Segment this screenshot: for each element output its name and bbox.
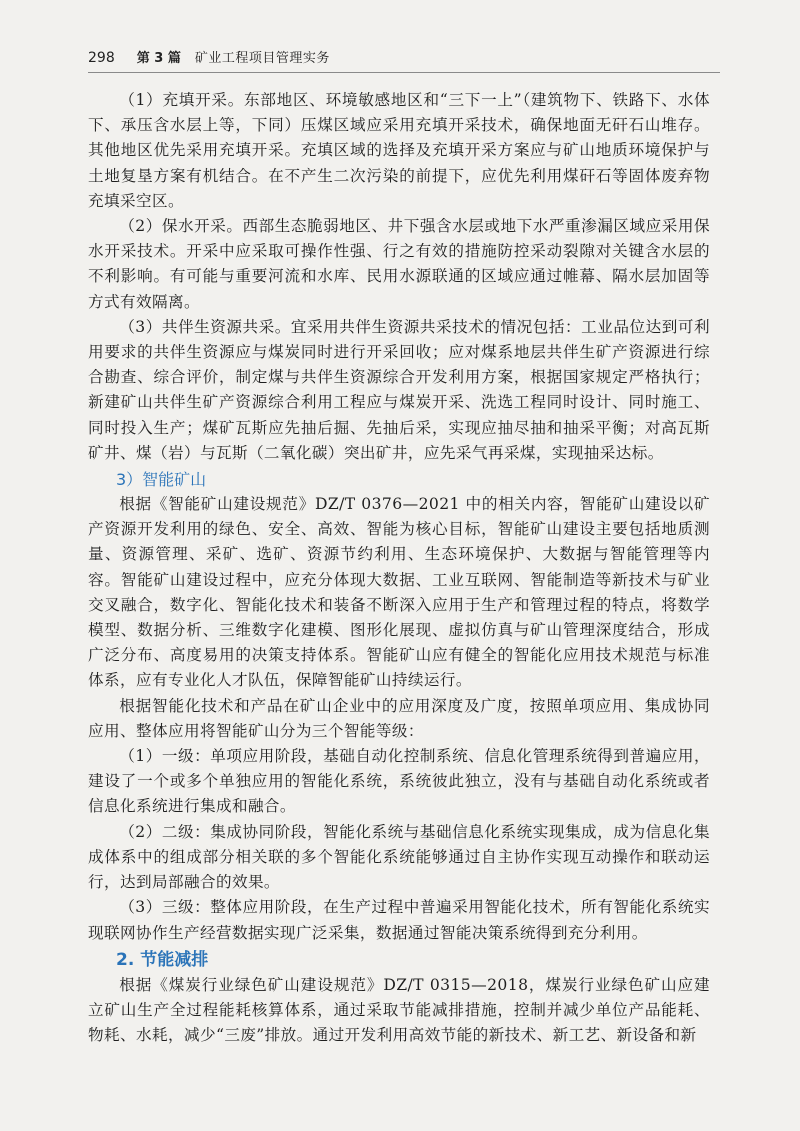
paragraph-energy-saving: 根据《煤炭行业绿色矿山建设规范》DZ/T 0315—2018，煤炭行业绿色矿山应建立矿山生产全过程能耗核算体系，通过采取节能减排措施，控制并减少单位产品能耗、物耗、水耗，减少“三废”排放。通过开发利用高效节能的新技术、新工艺、新设备和新	[88, 975, 710, 1045]
book-title: 矿业工程项目管理实务	[194, 51, 330, 66]
running-header	[88, 47, 712, 66]
part-label: 第 3 篇	[136, 51, 181, 66]
paragraph-water-preserving-mining: （2）保水开采。西部生态脆弱地区、井下强含水层或地下水严重渗漏区域应采用保水开采技术。开采中应采取可操作性强、行之有效的措施防控采动裂隙对关键含水层的不利影响。有可能与重要河流和水库、民用水源联通的区域应通过帷幕、隔水层加固等方式有效隔离。	[88, 217, 710, 311]
header-rule	[88, 72, 720, 73]
page-number: 298	[88, 50, 115, 66]
paragraph-level-three: （3）三级：整体应用阶段，在生产过程中普遍采用智能化技术，所有智能化系统实现联网协作生产经营数据实现广泛采集，数据通过智能决策系统得到充分利用。	[88, 898, 710, 942]
body-text	[88, 88, 710, 1048]
paragraph-level-one: （1）一级：单项应用阶段，基础自动化控制系统、信息化管理系统得到普遍应用，建设了一个或多个单独应用的智能化系统，系统彼此独立，没有与基础自动化系统或者信息化系统进行集成和融合。	[88, 747, 710, 816]
paragraph-associated-resources: （3）共伴生资源共采。宜采用共伴生资源共采技术的情况包括：工业品位达到可利用要求的共伴生资源应与煤炭同时进行开采回收；应对煤系地层共伴生矿产资源进行综合勘查、综合评价，制定煤与共伴生资源综合开发利用方案，根据国家规定严格执行；新建矿山共伴生矿产资源综合利用工程应与煤炭开采、洗选工程同时设计、同时施工、同时投入生产；煤矿瓦斯应先抽后掘、先抽后采，实现应抽尽抽和抽采平衡；对高瓦斯矿井、煤（岩）与瓦斯（二氧化碳）突出矿井，应先采气再采煤，实现抽采达标。	[88, 317, 710, 462]
section-heading-smart-mine: 3）智能矿山	[116, 470, 207, 490]
paragraph-smart-mine-spec: 根据《智能矿山建设规范》DZ/T 0376—2021 中的相关内容，智能矿山建设以矿产资源开发利用的绿色、安全、高效、智能为核心目标，智能矿山建设主要包括地质测量、资源管理、采矿、选矿、资源节约利用、生态环境保护、大数据与智能管理等内容。智能矿山建设过程中，应充分体现大数据、工业互联网、智能制造等新技术与矿业交叉融合，数字化、智能化技术和装备不断深入应用于生产和管理过程的特点，将数学模型、数据分析、三维数字化建模、图形化展现、虚拟仿真与矿山管理深度结合，形成广泛分布、高度易用的决策支持体系。智能矿山应有健全的智能化应用技术规范与标准体系，应有专业化人才队伍，保障智能矿山持续运行。	[88, 495, 710, 690]
section-heading-energy-saving: 2. 节能减排	[116, 949, 209, 970]
paragraph-filling-mining: （1）充填开采。东部地区、环境敏感地区和“三下一上”（建筑物下、铁路下、水体下、承压含水层上等，下同）压煤区域应采用充填开采技术，确保地面无矸石山堆存。其他地区优先采用充填开采。充填区域的选择及充填开采方案应与矿山地质环境保护与土地复垦方案有机结合。在不产生二次污染的前提下，应优先利用煤矸石等固体废弃物充填采空区。	[88, 91, 710, 210]
paragraph-smart-levels-intro: 根据智能化技术和产品在矿山企业中的应用深度及广度，按照单项应用、集成协同应用、整体应用将智能矿山分为三个智能等级：	[88, 696, 710, 740]
paragraph-level-two: （2）二级：集成协同阶段，智能化系统与基础信息化系统实现集成，成为信息化集成体系中的组成部分相关联的多个智能化系统能够通过自主协作实现互动操作和联动运行，达到局部融合的效果。	[88, 822, 710, 892]
